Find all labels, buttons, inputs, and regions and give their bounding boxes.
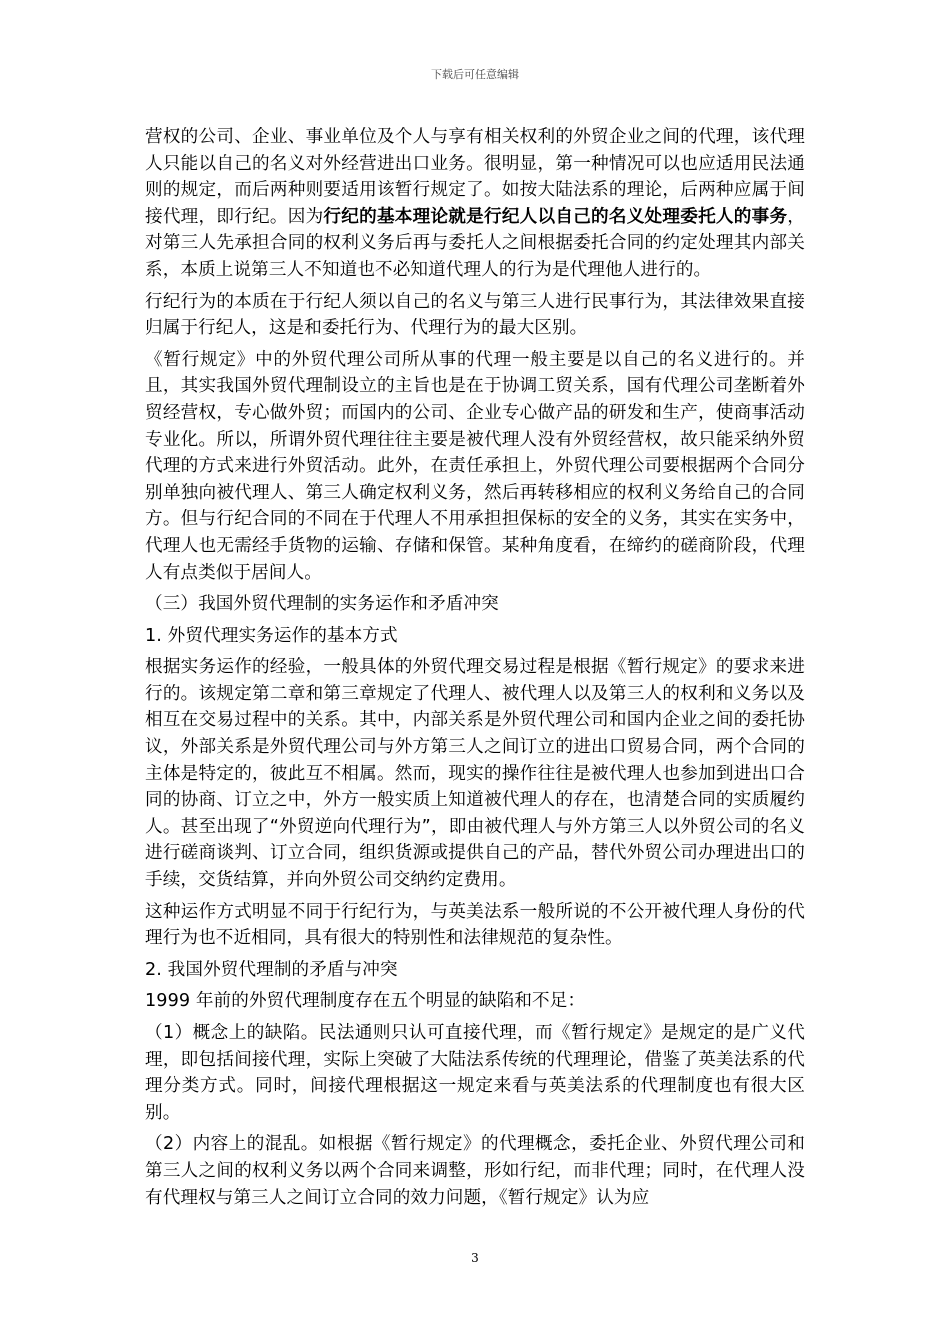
section-heading-3: （三）我国外贸代理制的实务运作和矛盾冲突 [145,594,499,615]
paragraph-1-text: 营权的公司、企业、事业单位及个人与享有相关权利的外贸企业之间的代理，该代理人只能以自己的名义对外经营进出口业务。很明显，第一种情况可以也应适用民法通则的规定，而后两种则要适用该暂行规定了。如按大陆法系的理论，后两种应属于间接代理，即行纪。因为 [145,127,805,227]
paragraph-6: 1999 年前的外贸代理制度存在五个明显的缺陷和不足： [145,991,586,1012]
subsection-heading-1: 1. 外贸代理实务运作的基本方式 [145,625,398,646]
paragraph-1-text-end: ，对第三人先承担合同的权利义务后再与委托人之间根据委托合同的约定处理其内部关系，本质上说第三人不知道也不必知道代理人的行为是代理他人进行的。 [145,206,805,280]
paragraph-2: 行纪行为的本质在于行纪人须以自己的名义与第三人进行民事行为，其法律效果直接归属于行纪人，这是和委托行为、代理行为的最大区别。 [145,291,805,339]
list-item-1: （1）概念上的缺陷。民法通则只认可直接代理，而《暂行规定》是规定的是广义代理，即包括间接代理，实际上突破了大陆法系传统的代理理论，借鉴了英美法系的代理分类方式。同时，间接代理根据这一规定来看与英美法系的代理制度也有很大区别。 [145,1023,805,1123]
paragraph-1 [145,124,805,284]
paragraph-5: 这种运作方式明显不同于行纪行为，与英美法系一般所说的不公开被代理人身份的代理行为也不近相同，具有很大的特别性和法律规范的复杂性。 [145,901,805,949]
paragraph-1-bold-text: 行纪的基本理论就是行纪人以自己的名义处理委托人的事务 [323,206,788,227]
subsection-heading-2: 2. 我国外贸代理制的矛盾与冲突 [145,959,398,980]
document-body [145,124,805,1216]
page-header: 下载后可任意编辑 [431,68,519,81]
paragraph-3: 《暂行规定》中的外贸代理公司所从事的代理一般主要是以自己的名义进行的。并且，其实我国外贸代理制设立的主旨也是在于协调工贸关系，国有代理公司垄断着外贸经营权，专心做外贸；而国内的公司、企业专心做产品的研发和生产，使商事活动专业化。所以，所谓外贸代理往往主要是被代理人没有外贸经营权，故只能采纳外贸代理的方式来进行外贸活动。此外，在责任承担上，外贸代理公司要根据两个合同分别单独向被代理人、第三人确定权利义务，然后再转移相应的权利义务给自己的合同方。但与行纪合同的不同在于代理人不用承担担保标的安全的义务，其实在实务中，代理人也无需经手货物的运输、存储和保管。某种角度看，在缔约的磋商阶段，代理人有点类似于居间人。 [145,349,805,583]
paragraph-4: 根据实务运作的经验，一般具体的外贸代理交易过程是根据《暂行规定》的要求来进行的。该规定第二章和第三章规定了代理人、被代理人以及第三人的权利和义务以及相互在交易过程中的关系。其中，内部关系是外贸代理公司和国内企业之间的委托协议，外部关系是外贸代理公司与外方第三人之间订立的进出口贸易合同，两个合同的主体是特定的，彼此互不相属。然而，现实的操作往往是被代理人也参加到进出口合同的协商、订立之中，外方一般实质上知道被代理人的存在，也清楚合同的实质履约人。甚至出现了“外贸逆向代理行为”，即由被代理人与外方第三人以外贸公司的名义进行磋商谈判、订立合同，组织货源或提供自己的产品，替代外贸公司办理进出口的手续，交货结算，并向外贸公司交纳约定费用。 [145,657,805,891]
page-number: 3 [471,1251,479,1265]
list-item-2: （2）内容上的混乱。如根据《暂行规定》的代理概念，委托企业、外贸代理公司和第三人之间的权利义务以两个合同来调整，形如行纪，而非代理；同时，在代理人没有代理权与第三人之间订立合同的效力问题，《暂行规定》认为应 [145,1134,805,1208]
